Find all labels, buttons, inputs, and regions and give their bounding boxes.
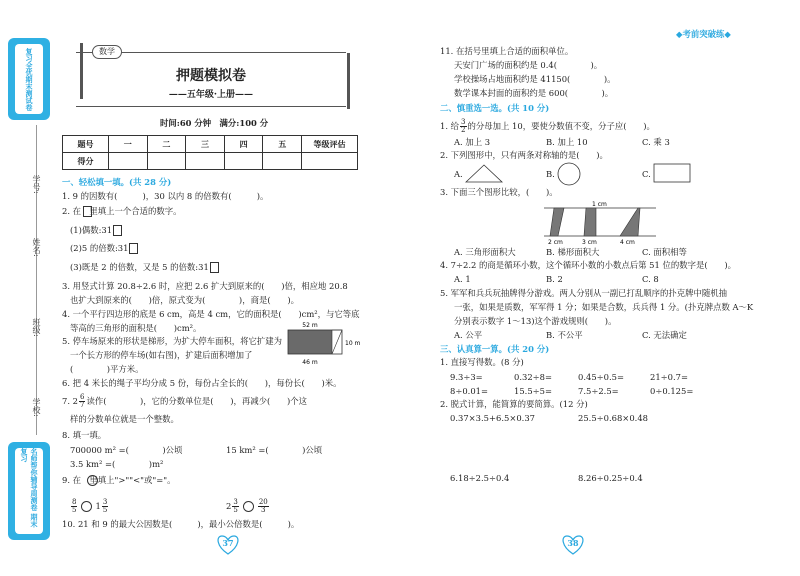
sidebar-badge-top — [8, 38, 50, 120]
sidebar-badge-top-text: 复习全优期末测试卷 — [15, 44, 43, 114]
answer-box[interactable] — [210, 262, 219, 273]
choice-question-5-line-3: 分别表示数字 1～13)这个游戏规则( )。 — [454, 316, 617, 326]
calc-item: 0.32÷8= — [514, 372, 553, 382]
calc-item: 21÷0.7= — [650, 372, 689, 382]
option-b[interactable]: B. 2 — [546, 274, 563, 284]
question-4-line-2: 等高的三角形的面积是( )cm²。 — [70, 323, 202, 333]
option-b[interactable]: B. 不公平 — [546, 330, 583, 340]
question-8: 8. 填一填。 — [62, 430, 107, 440]
fraction-denominator: 2 — [461, 126, 466, 134]
score-cell[interactable] — [109, 153, 148, 170]
option-a[interactable]: A. 加上 3 — [454, 137, 491, 147]
fraction-numerator: 8 — [72, 498, 77, 506]
score-header-cell: 题号 — [63, 136, 109, 153]
score-header-cell: 五 — [263, 136, 302, 153]
answer-box[interactable] — [83, 206, 92, 217]
option-c[interactable]: C. 无法确定 — [642, 330, 687, 340]
answer-box[interactable] — [113, 225, 122, 236]
extension-shape — [332, 330, 342, 354]
score-table-header — [63, 136, 358, 153]
score-table — [62, 135, 358, 170]
score-table-row — [63, 153, 358, 170]
score-header-cell: 二 — [147, 136, 186, 153]
shape-2 — [584, 208, 596, 236]
question-2-part-2-text: (2)5 的倍数:31 — [70, 243, 129, 253]
question-2: 2. 在 里填上一个合适的数字。 — [62, 206, 182, 216]
rectangle-shape — [652, 162, 692, 184]
choice-question-2: 2. 下列图形中，只有两条对称轴的是( )。 — [440, 150, 608, 160]
compare-circle[interactable] — [81, 501, 92, 512]
class-label: 班级: — [32, 318, 41, 337]
question-3-line-1: 3. 用竖式计算 20.8÷2.6 时，应把 2.6 扩大到原来的( )倍，相应地 20.8 — [62, 281, 348, 291]
fraction — [79, 394, 85, 409]
question-5-line-2: 一个长方形的停车场(如右图)，扩建后面积增加了 — [70, 350, 253, 360]
question-11: 11. 在括号里填上合适的面积单位。 — [440, 46, 574, 56]
fraction — [258, 499, 269, 514]
fig-base-label-2: 3 cm — [582, 239, 597, 246]
comparison-figure — [540, 198, 660, 246]
fraction-numerator: 20 — [258, 498, 268, 506]
calc-item: 15.5÷5= — [514, 386, 553, 396]
whole-number: 2 — [226, 501, 232, 511]
option-c[interactable]: C. 面积相等 — [642, 247, 687, 257]
score-cell[interactable] — [263, 153, 302, 170]
question-8-part-3: 3.5 km² =( )m² — [70, 459, 164, 469]
fraction-denominator: 5 — [72, 506, 77, 514]
question-2-part-1-text: (1)偶数:31 — [70, 225, 113, 235]
option-c[interactable]: C. 8 — [642, 274, 659, 284]
fraction-denominator: 3 — [261, 506, 266, 514]
calc-item: 9.3÷3= — [450, 372, 483, 382]
fig5-top-label: 52 m — [302, 322, 318, 329]
fig5-right-label: 10 m — [345, 340, 360, 347]
exam-title: 押题模拟卷 — [176, 68, 246, 84]
calc-item: 0.45÷0.5= — [578, 372, 625, 382]
subject-tag: 数学 — [92, 45, 122, 59]
page-number-right: 38 — [567, 538, 579, 548]
question-8-part-2: 15 km² =( )公顷 — [226, 445, 323, 455]
score-cell[interactable] — [147, 153, 186, 170]
trapezoid-figure — [280, 322, 360, 372]
question-7-prefix: 7. 2 — [62, 396, 78, 406]
question-6: 6. 把 4 米长的绳子平均分成 5 份，每份占全长的( )，每份长( )米。 — [62, 378, 342, 388]
circle-shape — [556, 161, 582, 187]
triangle-outline — [466, 165, 502, 182]
compare-circle[interactable] — [243, 501, 254, 512]
triangle-shape — [464, 162, 504, 184]
question-9: 9. 在 里填上">""<"或"="。 — [62, 475, 176, 485]
score-header-cell: 等级评估 — [302, 136, 358, 153]
question-9-item-2 — [226, 496, 270, 516]
score-cell[interactable] — [302, 153, 358, 170]
choice-question-1 — [440, 117, 655, 135]
title-bar-right — [347, 53, 350, 109]
choice-question-1-text: 的分母加上 10，要使分数值不变，分子应( )。 — [467, 121, 655, 131]
fig-base-label-1: 2 cm — [548, 239, 563, 246]
fraction-numerator: 3 — [102, 498, 108, 506]
circle-outline — [558, 163, 580, 185]
option-a[interactable]: A. — [454, 169, 463, 179]
question-7-text: 读作( )，它的分数单位是( )，再减少( )个这 — [86, 396, 308, 406]
sidebar-cut-line — [36, 125, 37, 435]
choice-question-4: 4. 7÷2.2 的商是循环小数，这个循环小数的小数点后第 51 位的数字是( )。 — [440, 260, 736, 270]
calc-expression: 0.37×3.5+6.5×0.37 — [450, 413, 535, 423]
shape-3 — [620, 208, 640, 236]
answer-box[interactable] — [129, 243, 138, 254]
option-a[interactable]: A. 1 — [454, 274, 471, 284]
time-label: 时间:60 分钟 满分:100 分 — [160, 118, 269, 128]
score-header-cell: 一 — [109, 136, 148, 153]
option-c[interactable]: C. — [642, 169, 651, 179]
fraction-numerator: 3 — [233, 498, 238, 506]
score-cell[interactable] — [186, 153, 225, 170]
score-cell[interactable] — [224, 153, 263, 170]
calc-expression: 25.5÷0.68×0.48 — [578, 413, 648, 423]
choice-question-5-line-1: 5. 军军和兵兵玩抽牌得分游戏。两人分别从一副已打乱顺序的扑克牌中随机抽 — [440, 288, 728, 298]
fraction-numerator: 6 — [79, 393, 85, 401]
name-label: 姓名: — [32, 238, 41, 257]
brand-label: ◆考前突破练◆ — [676, 29, 731, 39]
choice-question-5-line-2: 一张，如果是质数，军军得 1 分；如果是合数，兵兵得 1 分。(扑克牌点数 A～K — [454, 302, 754, 312]
question-7-line-1 — [62, 394, 307, 409]
calc-expression: 6.18÷2.5÷0.4 — [450, 473, 510, 483]
question-4-line-1: 4. 一个平行四边形的底是 6 cm，高是 4 cm，它的面积是( )cm²，与它等底 — [62, 309, 360, 319]
section-1-heading: 一、轻松填一填。(共 28 分) — [62, 177, 172, 187]
fraction-denominator: 5 — [102, 506, 108, 514]
choice-question-1-prefix: 1. 给 — [440, 121, 460, 131]
fraction — [102, 499, 108, 514]
choice-question-3: 3. 下面三个图形比较，( )。 — [440, 187, 558, 197]
option-b[interactable]: B. 加上 10 — [546, 137, 588, 147]
whole-number: 1 — [95, 501, 101, 511]
question-7-line-2: 样的分数单位就是一个整数。 — [70, 414, 179, 424]
score-header-cell: 三 — [186, 136, 225, 153]
shape-1 — [550, 208, 564, 236]
question-8-part-1: 700000 m² =( )公顷 — [70, 445, 183, 455]
calc-item: 7.5÷2.5= — [578, 386, 619, 396]
question-5-line-3: ( )平方米。 — [70, 364, 144, 374]
school-label: 学校: — [32, 398, 41, 417]
option-b[interactable]: B. — [546, 169, 555, 179]
question-11-part-2: 学校操场占地面积约是 41150( )。 — [454, 74, 616, 84]
question-9-item-1 — [70, 496, 109, 516]
fraction-numerator: 3 — [461, 118, 466, 126]
page-number-left: 37 — [222, 538, 234, 548]
fraction — [232, 499, 238, 514]
calc-item: 0÷0.125= — [650, 386, 694, 396]
compare-circle[interactable] — [87, 475, 98, 486]
option-a[interactable]: A. 三角形面积大 — [454, 247, 516, 257]
student-number-label: 学号: — [32, 175, 41, 194]
option-b[interactable]: B. 梯形面积大 — [546, 247, 600, 257]
question-11-part-3: 数学课本封面的面积约是 600( )。 — [454, 88, 614, 98]
sidebar-badge-bottom — [8, 442, 50, 540]
question-5-line-1: 5. 停车场原来的形状是梯形，为扩大停车面积，将它扩建为 — [62, 336, 283, 346]
option-c[interactable]: C. 乘 3 — [642, 137, 670, 147]
calc-question-1: 1. 直接写得数。(8 分) — [440, 357, 524, 367]
question-2-part-3-text: (3)既是 2 的倍数，又是 5 的倍数:31 — [70, 262, 209, 272]
section-3-heading: 三、认真算一算。(共 20 分) — [440, 344, 550, 354]
question-2-part-1 — [70, 225, 123, 236]
score-header-cell: 四 — [224, 136, 263, 153]
section-2-heading: 二、慎重选一选。(共 10 分) — [440, 103, 550, 113]
fraction-denominator: 5 — [233, 506, 238, 514]
question-10: 10. 21 和 9 的最大公因数是( )，最小公倍数是( )。 — [62, 519, 300, 529]
calc-question-2: 2. 脱式计算，能简算的要简算。(12 分) — [440, 399, 588, 409]
fraction — [71, 499, 77, 514]
sidebar-badge-bottom-text: 名师帮你辅导周测卷 期末复习 — [15, 448, 43, 534]
fig-top-label: 1 cm — [592, 201, 607, 208]
grade-label: ——五年级·上册—— — [168, 90, 254, 100]
question-11-part-1: 天安门广场的面积约是 0.4( )。 — [454, 60, 603, 70]
calc-item: 8÷0.01= — [450, 386, 489, 396]
fraction — [460, 119, 466, 134]
trapezoid-shape — [288, 330, 332, 354]
rectangle-outline — [654, 164, 690, 182]
question-2-part-2 — [70, 243, 139, 254]
fraction-denominator: 7 — [79, 401, 85, 409]
score-row-label: 得分 — [63, 153, 109, 170]
title-block — [76, 47, 346, 107]
option-a[interactable]: A. 公平 — [454, 330, 483, 340]
calc-expression: 8.26÷0.25÷0.4 — [578, 473, 643, 483]
fig5-bottom-label: 46 m — [302, 359, 318, 366]
question-2-part-3 — [70, 262, 220, 273]
question-1: 1. 9 的因数有( )，30 以内 8 的倍数有( )。 — [62, 191, 269, 201]
fig-base-label-3: 4 cm — [620, 239, 635, 246]
question-3-line-2: 也扩大到原来的( )倍，原式变为( )，商是( )。 — [70, 295, 299, 305]
